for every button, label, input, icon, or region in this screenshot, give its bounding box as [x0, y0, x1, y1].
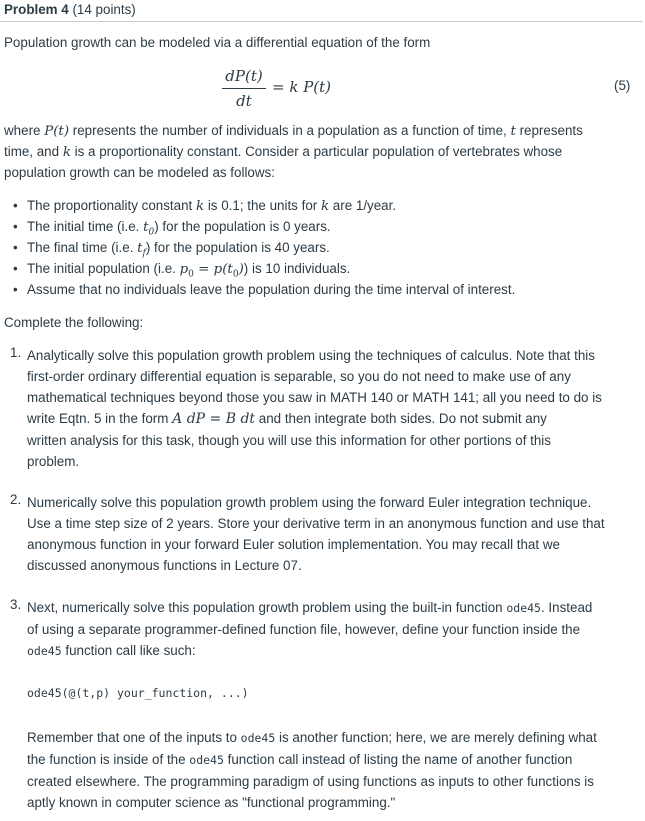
item-body: Numerically solve this population growth problem using the forward Euler integration technique. Use a time step size of 2 years. Store your derivative term in an anonymous function and use that anonymous function in your forward Euler solution implementation. You may recall that we discussed anonymous functions in Lecture 07. — [27, 495, 605, 573]
intro-text: Population growth can be modeled via a differential equation of the form — [4, 35, 431, 50]
given-conditions-list — [10, 195, 515, 300]
equation-block — [0, 62, 645, 116]
equation-fraction — [222, 66, 266, 111]
fraction-bar — [222, 88, 266, 89]
equation-number: (5) — [614, 78, 631, 93]
item-body: Analytically solve this population growth problem using the techniques of calculus. Note that this first-order ordinary differential equation is separable, so you do not need to make use of any mathematical techniques beyond those you saw in MATH 140 or MATH 141; all you need to do is write Eqtn. 5 in the form A dP = B dt and then integrate both sides. Do not submit any written analysis for this task, though you will use this information for other portions of this problem. — [27, 348, 602, 469]
item-number: 2. — [10, 492, 22, 507]
list-item: • Assume that no individuals leave the population during the time interval of interest. — [13, 282, 516, 297]
item-number: 1. — [10, 345, 22, 360]
list-item: • The proportionality constant k is 0.1; the units for k are 1/year. — [13, 198, 397, 214]
list-item: • The final time (i.e. $t_f$) for the population is 40 years. — [13, 240, 330, 259]
complete-heading: Complete the following: — [4, 315, 144, 330]
problem-title: Problem 4 — [4, 2, 69, 17]
item-body: Next, numerically solve this population growth problem using the built-in function ode45. Instead of using a separate programmer-defined function file, however, define your function inside the ode45 function call like such: — [27, 600, 593, 658]
problem-header — [0, 0, 643, 22]
item-number: 3. — [10, 597, 22, 612]
where-line-3: population growth can be modeled as follows: — [4, 165, 275, 180]
equation-numerator: dP(t) — [225, 67, 263, 85]
equation-rhs: = k P(t) — [272, 78, 332, 96]
code-example: ode45(@(t,p) your_function, ...) — [27, 686, 249, 700]
where-line-1: where P(t) represents the number of individuals in a population as a function of time, t represents — [4, 123, 583, 139]
item-body: Remember that one of the inputs to ode45 is another function; here, we are merely defining what the function is inside of the ode45 function call instead of listing the name of another function created elsewhere. The programming paradigm of using functions as inputs to other functions is aptly known in computer science as "functional programming." — [27, 730, 597, 810]
list-item: • The initial time (i.e. $t_0$) for the population is 0 years. — [13, 219, 331, 238]
problem-points: (14 points) — [68, 2, 136, 17]
equation-denominator: dt — [236, 92, 252, 110]
list-item: • The initial population (i.e. $p_0 = p(t_0)$) is 10 individuals. — [13, 261, 351, 280]
where-line-2: time, and k is a proportionality constant. Consider a particular population of vertebrates whose — [4, 144, 563, 160]
